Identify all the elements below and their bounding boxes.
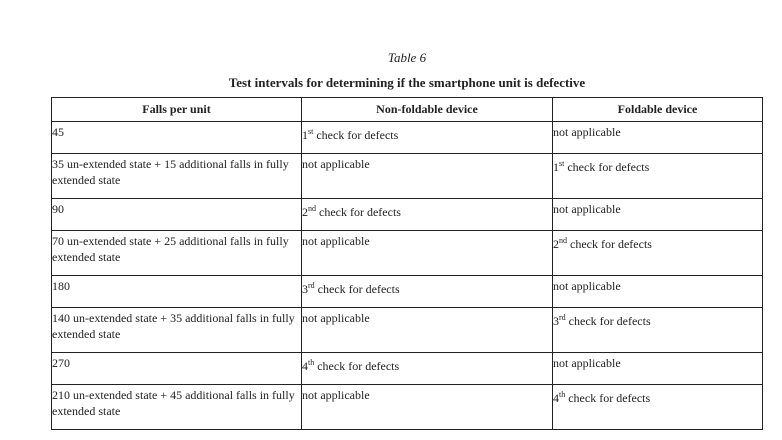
falls-cell: 270 bbox=[52, 353, 302, 385]
non-foldable-cell: not applicable bbox=[302, 308, 553, 353]
non-foldable-cell: 4th check for defects bbox=[302, 353, 553, 385]
header-falls-per-unit: Falls per unit bbox=[52, 98, 302, 122]
falls-cell: 180 bbox=[52, 276, 302, 308]
table-row bbox=[52, 231, 763, 276]
non-foldable-cell: not applicable bbox=[302, 385, 553, 430]
test-intervals-table bbox=[51, 97, 763, 430]
non-foldable-cell: not applicable bbox=[302, 154, 553, 199]
falls-cell: 90 bbox=[52, 199, 302, 231]
foldable-cell: not applicable bbox=[553, 353, 763, 385]
foldable-cell: 2nd check for defects bbox=[553, 231, 763, 276]
table-title: Test intervals for determining if the smartphone unit is defective bbox=[228, 75, 586, 90]
falls-cell: 70 un-extended state + 25 additional falls in fully extended state bbox=[52, 231, 302, 276]
non-foldable-cell: 2nd check for defects bbox=[302, 199, 553, 231]
table-row bbox=[52, 122, 763, 154]
table-row bbox=[52, 308, 763, 353]
foldable-cell: 3rd check for defects bbox=[553, 308, 763, 353]
foldable-cell: not applicable bbox=[553, 122, 763, 154]
table-row bbox=[52, 199, 763, 231]
foldable-cell: not applicable bbox=[553, 199, 763, 231]
falls-cell: 140 un-extended state + 35 additional falls in fully extended state bbox=[52, 308, 302, 353]
table-row bbox=[52, 353, 763, 385]
header-row bbox=[52, 98, 763, 122]
foldable-cell: not applicable bbox=[553, 276, 763, 308]
table-caption: Table 6 bbox=[387, 50, 427, 65]
non-foldable-cell: 3rd check for defects bbox=[302, 276, 553, 308]
foldable-cell: 4th check for defects bbox=[553, 385, 763, 430]
non-foldable-cell: 1st check for defects bbox=[302, 122, 553, 154]
table-row bbox=[52, 276, 763, 308]
header-non-foldable-device: Non-foldable device bbox=[302, 98, 553, 122]
table-row bbox=[52, 385, 763, 430]
foldable-cell: 1st check for defects bbox=[553, 154, 763, 199]
falls-cell: 35 un-extended state + 15 additional falls in fully extended state bbox=[52, 154, 302, 199]
table-row bbox=[52, 154, 763, 199]
header-foldable-device: Foldable device bbox=[553, 98, 763, 122]
non-foldable-cell: not applicable bbox=[302, 231, 553, 276]
falls-cell: 210 un-extended state + 45 additional falls in fully extended state bbox=[52, 385, 302, 430]
falls-cell: 45 bbox=[52, 122, 302, 154]
